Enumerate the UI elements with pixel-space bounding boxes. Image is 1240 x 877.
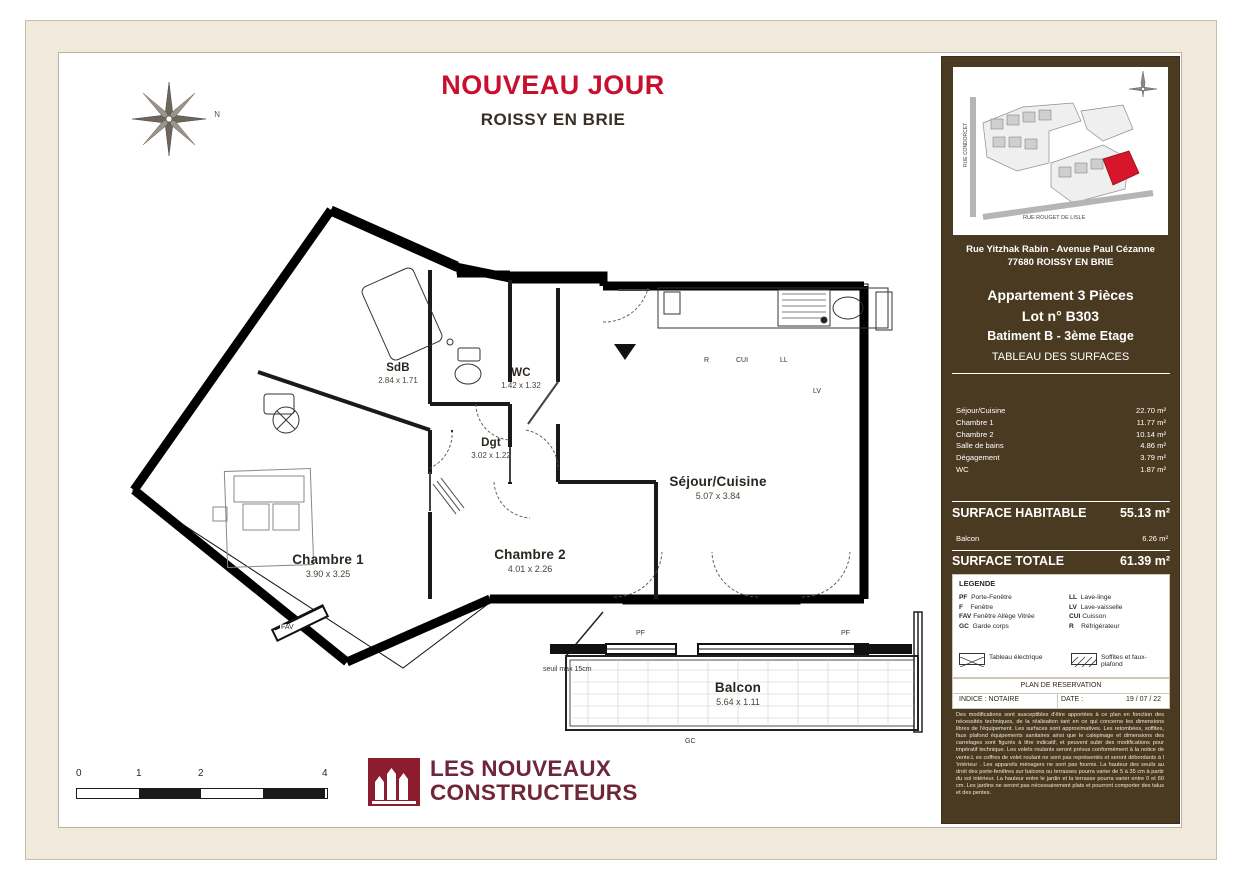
legend-title: LEGENDE <box>959 579 996 588</box>
apartment-type: Appartement 3 Pièces <box>987 287 1134 303</box>
scale-tick-1: 1 <box>136 768 142 779</box>
address-line-2: 77680 ROISSY EN BRIE <box>1007 257 1114 268</box>
balcony-label: Balcon <box>956 534 980 543</box>
room-label-sejour-cuisine: Séjour/Cuisine 5.07 x 3.84 <box>669 474 767 501</box>
legend-item <box>1069 603 1167 613</box>
svg-text:RUE CONDORCET: RUE CONDORCET <box>963 122 969 167</box>
logo-mark-icon <box>368 758 420 806</box>
legend-text: Lave-linge <box>1080 594 1112 601</box>
surface-label: Chambre 1 <box>956 417 994 427</box>
location-map <box>953 67 1168 235</box>
entry-arrow <box>614 344 636 360</box>
surface-row <box>956 429 1166 441</box>
tag-seuil: seuil max 15cm <box>543 666 592 673</box>
tag-lave-linge: LL <box>780 357 788 364</box>
surface-value: 3.79 m² <box>1140 453 1166 463</box>
legend-abbr: LV <box>1069 603 1077 611</box>
legend-column-1 <box>959 593 1063 631</box>
surface-label: Salle de bains <box>956 441 1004 451</box>
habitable-label: SURFACE HABITABLE <box>952 506 1087 520</box>
surface-value: 22.70 m² <box>1136 406 1166 415</box>
logo-line-2: CONSTRUCTEURS <box>430 780 638 805</box>
surface-row <box>956 464 1166 476</box>
tag-refrigerateur: R <box>704 357 710 364</box>
scale-ticks <box>76 768 331 782</box>
scale-tick-3: 4 <box>322 768 328 779</box>
date-label: DATE : <box>1061 696 1084 703</box>
legend-item <box>959 622 1063 632</box>
legend-hatch-row <box>959 651 1163 671</box>
legend-item <box>959 612 1063 622</box>
room-label-chambre-1: Chambre 1 3.90 x 3.25 <box>292 552 364 579</box>
legend-item <box>1069 612 1167 622</box>
scale-tick-0: 0 <box>76 768 82 779</box>
logo-line-1: LES NOUVEAUX <box>430 756 612 781</box>
legend-item <box>959 603 1063 613</box>
total-value: 61.39 m² <box>1119 554 1170 568</box>
surface-value: 4.86 m² <box>1140 441 1166 451</box>
legend-abbr: F <box>959 603 964 611</box>
legend-text: Cuisson <box>1082 613 1107 621</box>
tag-fav: FAV <box>281 624 294 631</box>
scale-tick-2: 2 <box>198 768 204 779</box>
building-floor: Batiment B - 3ème Etage <box>987 329 1134 343</box>
info-panel <box>941 56 1180 824</box>
surface-label: Chambre 2 <box>956 429 994 439</box>
surface-row <box>956 417 1166 429</box>
tag-pf-left: PF <box>636 630 645 637</box>
page-subtitle: ROISSY EN BRIE <box>480 110 626 129</box>
legend-abbr: GC <box>959 622 969 630</box>
legend-text: Réfrigérateur <box>1081 622 1120 630</box>
compass-north-label: N <box>214 110 220 119</box>
legend-box <box>952 574 1170 678</box>
tag-cuisson: CUI <box>736 357 749 364</box>
legend-text: Garde corps <box>972 622 1009 630</box>
room-label-sdb: SdB 2.84 x 1.71 <box>378 362 418 385</box>
scale-bar <box>76 768 331 808</box>
legend-abbr: PF <box>959 594 968 601</box>
legend-abbr: R <box>1069 622 1074 630</box>
indice-label: INDICE : NOTAIRE <box>959 696 1020 703</box>
room-label-wc: WC 1.42 x 1.32 <box>501 367 541 390</box>
tag-lave-vaisselle: LV <box>813 388 822 395</box>
tag-pf-right: PF <box>841 630 850 637</box>
legend-text: Fenêtre Allège Vitrée <box>973 613 1035 621</box>
room-label-dgt: Dgt 3.02 x 1.22 <box>471 437 511 460</box>
tag-gc: GC <box>685 738 696 745</box>
reservation-title: PLAN DE RESERVATION <box>952 678 1170 694</box>
legend-column-2 <box>1069 593 1167 631</box>
surface-label: Séjour/Cuisine <box>956 406 1006 415</box>
surface-value: 10.14 m² <box>1136 429 1166 439</box>
surface-row <box>956 405 1166 417</box>
legend-swatch-soffite-label: Soffites et faux-plafond <box>1101 654 1147 668</box>
date-value: 19 / 07 / 22 <box>1125 696 1161 703</box>
total-surface <box>952 554 1170 576</box>
legend-text: Porte-Fenêtre <box>971 594 1012 601</box>
surface-table-title: TABLEAU DES SURFACES <box>991 351 1130 363</box>
legend-swatch-electrical <box>959 653 985 665</box>
room-label-balcon: Balcon 5.64 x 1.11 <box>714 680 762 707</box>
surface-row <box>956 452 1166 464</box>
room-label-chambre-2: Chambre 2 4.01 x 2.26 <box>494 547 566 574</box>
surface-value: 1.87 m² <box>1140 464 1166 474</box>
habitable-value: 55.13 m² <box>1119 506 1170 520</box>
legend-abbr: LL <box>1069 594 1078 601</box>
project-address <box>948 243 1173 269</box>
surface-value: 11.77 m² <box>1136 417 1166 427</box>
balcony-value: 6.26 m² <box>1142 534 1168 543</box>
company-logo <box>368 752 688 814</box>
legend-item <box>1069 593 1167 603</box>
legend-item <box>959 593 1063 603</box>
legend-swatch-electrical-label: Tableau électrique <box>989 654 1043 661</box>
legend-text: Lave-vaisselle <box>1080 603 1123 611</box>
legend-abbr: CUI <box>1069 613 1081 621</box>
floorplan-drawing <box>58 52 938 826</box>
legend-item <box>1069 622 1167 632</box>
apartment-info <box>948 285 1173 327</box>
total-label: SURFACE TOTALE <box>952 554 1065 568</box>
balcony-surface <box>956 534 1168 546</box>
surface-label: Dégagement <box>956 453 1000 463</box>
svg-text:RUE ROUGET DE LISLE: RUE ROUGET DE LISLE <box>1023 215 1086 221</box>
scale-bar-graphic <box>76 788 328 799</box>
page-title: NOUVEAU JOUR <box>441 70 665 100</box>
habitable-surface <box>952 506 1170 528</box>
address-line-1: Rue Yitzhak Rabin - Avenue Paul Cézanne <box>966 244 1155 255</box>
surface-row <box>956 440 1166 452</box>
legend-swatch-soffite <box>1071 653 1097 665</box>
indice-row <box>952 693 1170 709</box>
lot-number: Lot n° B303 <box>1021 308 1100 324</box>
legend-abbr: FAV <box>959 613 972 621</box>
disclaimer-text: Des modifications sont susceptibles d'être apportées à ce plan en fonction des nécessités techniques, de la réalisation tant en ce qui concerne les dimensions libres de l'équipement. Les surfaces sont approximatives. Les retombées, soffites, faux plafond équipements sanitaires ainsi que le calepinage et dimensions des carrelages sont figurés à titre indicatif, et peuvent subir des modifications pour impératif technique. Les volets roulants seront prévus conformément à la notice de vente.L es coffres de volet roulant ne sont pas représentés et seront débordants à l 'intérieur . Les appareils ménagers ne sont pas fournis. La hauteur des seuils au droit des porte-fenêtres sur balcons ou terrasses pourra varier de 5 à 35 cm à partir du sol intérieur. La hauteur entre le jardin et la terrasse pourra varier entre 0 et 60 cm. Les jardins ne seront pas nécessairement plats et pourront comporter des talus et des pentes. <box>956 712 1164 797</box>
surface-label: WC <box>956 464 969 474</box>
legend-text: Fenêtre <box>970 603 994 611</box>
surface-table <box>956 405 1166 476</box>
